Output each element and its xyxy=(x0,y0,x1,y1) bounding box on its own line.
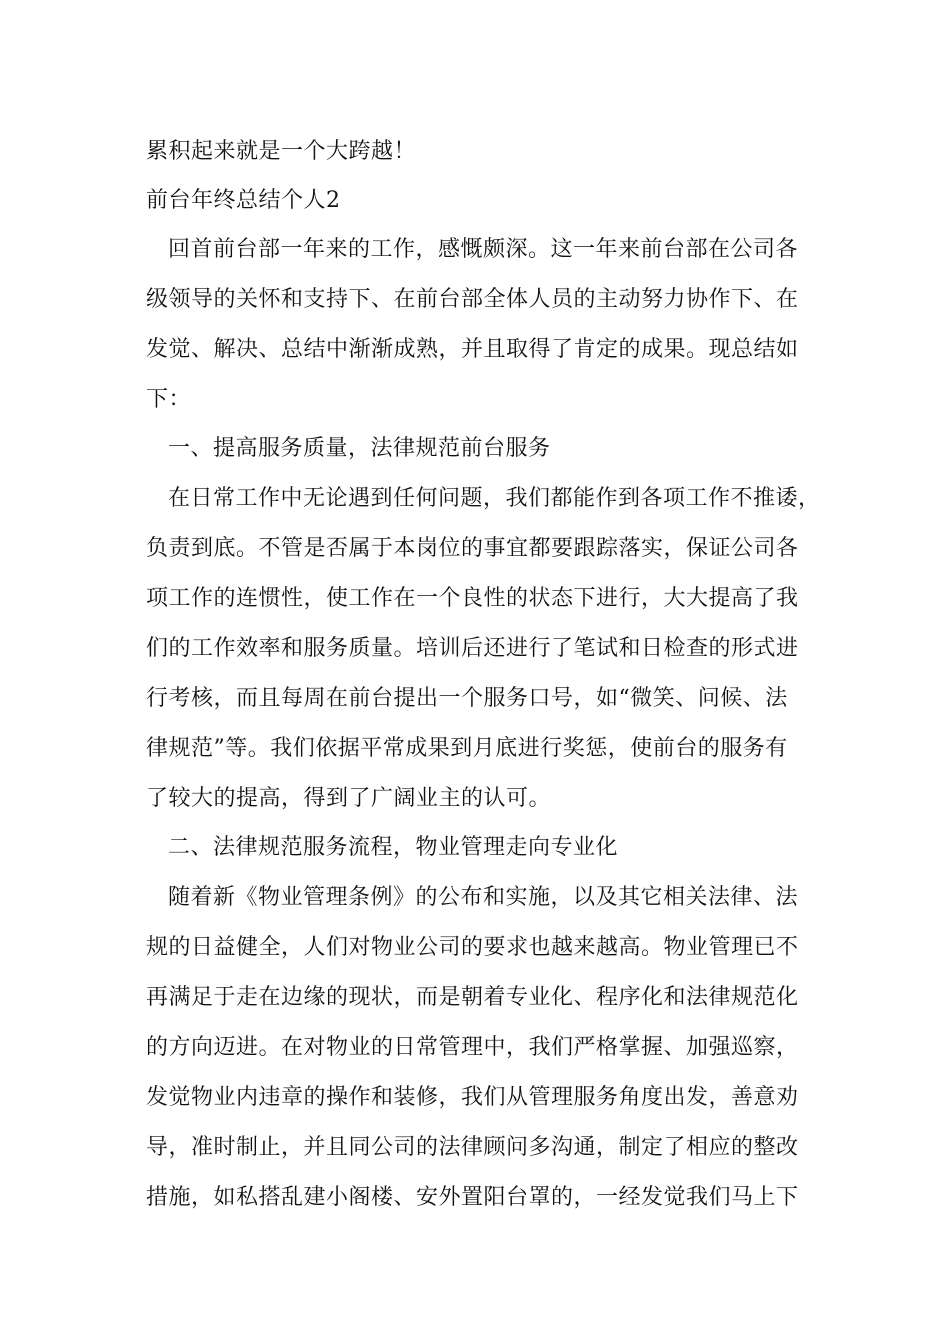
paragraph-line: 导，准时制止，并且同公司的法律顾问多沟通，制定了相应的整改 xyxy=(146,1135,799,1160)
paragraph-line: 律规范”等。我们依据平常成果到月底进行奖惩，使前台的服务有 xyxy=(146,736,788,761)
paragraph-line: 再满足于走在边缘的现状，而是朝着专业化、程序化和法律规范化 xyxy=(146,985,799,1010)
paragraph-line: 的方向迈进。在对物业的日常管理中，我们严格掌握、加强巡察， xyxy=(146,1035,799,1060)
paragraph-line: 级领导的关怀和支持下、在前台部全体人员的主动努力协作下、在 xyxy=(146,287,799,312)
subheading: 一、提高服务质量，法律规范前台服务 xyxy=(168,436,551,461)
paragraph-line: 发觉、解决、总结中渐渐成熟，并且取得了肯定的成果。现总结如 xyxy=(146,337,799,362)
paragraph-line: 规的日益健全，人们对物业公司的要求也越来越高。物业管理已不 xyxy=(146,935,799,960)
paragraph-line: 们的工作效率和服务质量。培训后还进行了笔试和日检查的形式进 xyxy=(146,636,799,661)
paragraph-line: 下： xyxy=(146,387,192,412)
text-line: 累积起来就是一个大跨越！ xyxy=(146,139,417,164)
section-title: 前台年终总结个人2 xyxy=(146,188,341,213)
paragraph-line: 在日常工作中无论遇到任何问题，我们都能作到各项工作不推诿， xyxy=(168,486,821,511)
paragraph-line: 随着新《物业管理条例》的公布和实施，以及其它相关法律、法 xyxy=(168,885,799,910)
paragraph-line: 负责到底。不管是否属于本岗位的事宜都要跟踪落实，保证公司各 xyxy=(146,536,799,561)
paragraph-line: 项工作的连惯性，使工作在一个良性的状态下进行，大大提高了我 xyxy=(146,586,799,611)
paragraph-line: 了较大的提高，得到了广阔业主的认可。 xyxy=(146,786,552,811)
paragraph-line: 回首前台部一年来的工作，感慨颇深。这一年来前台部在公司各 xyxy=(168,237,799,262)
paragraph-line: 措施，如私搭乱建小阁楼、安外置阳台罩的，一经发觉我们马上下 xyxy=(146,1185,799,1210)
subheading: 二、法律规范服务流程，物业管理走向专业化 xyxy=(168,835,619,860)
paragraph-line: 发觉物业内违章的操作和装修，我们从管理服务角度出发，善意劝 xyxy=(146,1085,799,1110)
paragraph-line: 行考核，而且每周在前台提出一个服务口号，如“微笑、问候、法 xyxy=(146,686,788,711)
